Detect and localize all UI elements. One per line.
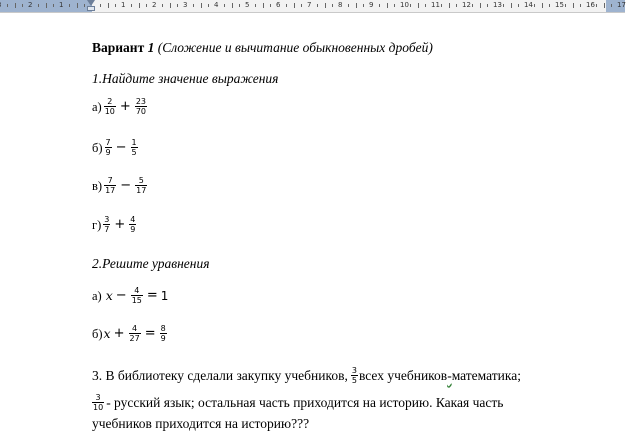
ruler-number: 12	[462, 1, 471, 9]
ruler-number: 5	[245, 1, 250, 9]
ruler-number: 8	[338, 1, 343, 9]
fraction: $\frac{3}{7}$	[104, 215, 110, 234]
ruler-number: 7	[307, 1, 312, 9]
fraction: $\frac{3}{5}$	[351, 366, 357, 385]
q1-item-a: а) $\frac{2}{10}$ + $\frac{23}{70}$	[92, 97, 146, 116]
fraction: $\frac{7}{9}$	[105, 138, 111, 157]
question-3-line-1: 3. В библиотеку сделали закупку учебников, $\frac{3}{5}$ всех учебников - математика;	[92, 366, 521, 385]
fraction: $\frac{3}{10}$	[93, 393, 104, 412]
title-bold: Вариант	[92, 40, 145, 55]
ruler-number: 14	[524, 1, 533, 9]
fraction: $\frac{7}{17}$	[105, 176, 116, 195]
ruler-number: 9	[369, 1, 374, 9]
fraction: $\frac{8}{9}$	[160, 324, 166, 343]
fraction: $\frac{4}{27}$	[129, 324, 140, 343]
ruler-number: 2	[152, 1, 157, 9]
question-3-line-2: $\frac{3}{10}$ - русский язык; остальная часть приходится на историю. Какая часть	[93, 393, 504, 412]
ruler-number: 1	[121, 1, 126, 9]
ruler-number: 1	[59, 1, 64, 9]
ruler-number: 10	[400, 1, 409, 9]
q1-item-g: г) $\frac{3}{7}$ + $\frac{4}{9}$	[92, 215, 136, 234]
spelling-mark: -	[447, 367, 452, 383]
fraction: $\frac{1}{5}$	[131, 138, 137, 157]
ruler-number: 15	[555, 1, 564, 9]
q1-item-v: в) $\frac{7}{17}$ − $\frac{5}{17}$	[92, 176, 147, 195]
ruler-number: 13	[493, 1, 502, 9]
ruler-number: 11	[431, 1, 440, 9]
q2-equation-b: б) x + $\frac{4}{27}$ = $\frac{8}{9}$	[92, 324, 166, 343]
ruler-number: 3	[183, 1, 188, 9]
ruler-number: 4	[214, 1, 219, 9]
q1-item-b: б) $\frac{7}{9}$ − $\frac{1}{5}$	[92, 138, 137, 157]
fraction: $\frac{23}{70}$	[135, 97, 146, 116]
ruler-number: 17	[617, 1, 626, 9]
question-2-heading: 2.Решите уравнения	[92, 256, 210, 271]
ruler-number: 16	[586, 1, 595, 9]
title-number: 1	[147, 40, 155, 55]
fraction: $\frac{5}{17}$	[136, 176, 147, 195]
question-1-heading: 1.Найдите значение выражения	[92, 71, 279, 86]
q2-equation-a: а) x − $\frac{4}{15}$ = 1	[92, 286, 169, 305]
fraction: $\frac{2}{10}$	[104, 97, 115, 116]
title-topic: (Сложение и вычитание обыкновенных дробей)	[157, 40, 433, 55]
fraction: $\frac{4}{15}$	[131, 286, 142, 305]
fraction: $\frac{4}{9}$	[130, 215, 136, 234]
question-3-line-3: учебников приходится на историю???	[92, 416, 310, 431]
ruler-number: 6	[276, 1, 281, 9]
variant-title	[92, 40, 433, 56]
ruler-number: 2	[28, 1, 33, 9]
